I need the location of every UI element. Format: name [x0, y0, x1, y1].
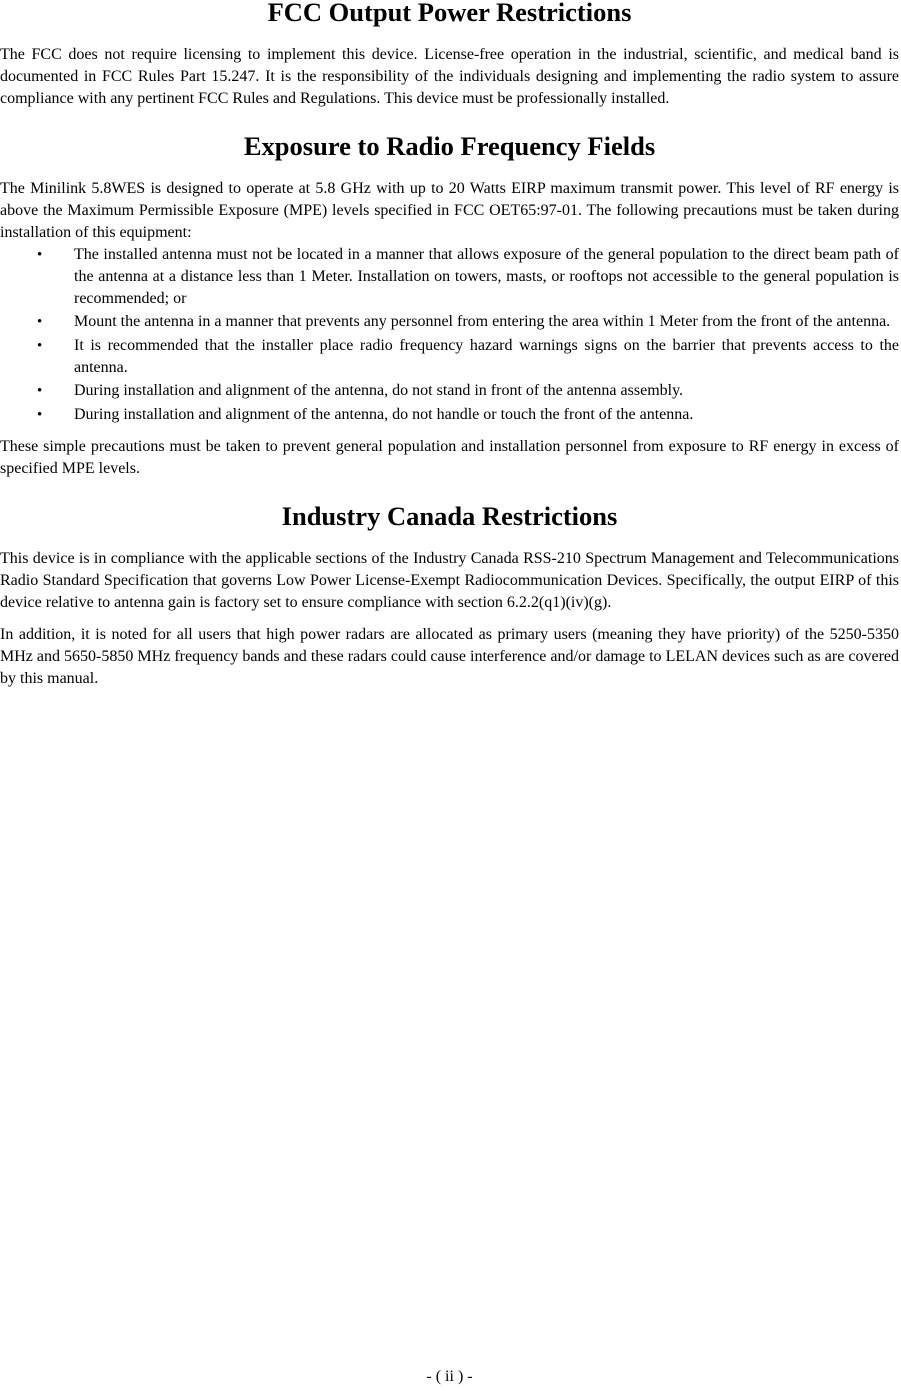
list-item [0, 404, 899, 426]
list-item-text: Mount the antenna in a manner that prevents any personnel from entering the area within 1 Meter from the front of the antenna. [74, 313, 891, 331]
ic-section-title: Industry Canada Restrictions [281, 500, 618, 531]
rf-section-title: Exposure to Radio Frequency Fields [243, 131, 656, 161]
bullet-icon: • [37, 406, 43, 423]
list-item-text: The installed antenna must not be located in a manner that allows exposure of the general population to the direct beam path of the antenna at a distance less than 1 Meter. Installation on towers, masts, or rooftops not accessible to the general population is recommended; or [74, 246, 899, 307]
fcc-section-title: FCC Output Power Restrictions [267, 0, 632, 27]
fcc-paragraph: The FCC does not require licensing to implement this device. License-free operation in the industrial, scientific, and medical band is documented in FCC Rules Part 15.247. It is the responsibility of the individuals designing and implementing the radio system to assure compliance with any pertinent FCC Rules and Regulations. This device must be professionally installed. [0, 46, 899, 107]
bullet-icon: • [37, 247, 43, 263]
page-number: - ( ii ) - [426, 1368, 473, 1385]
ic-paragraph-1: This device is in compliance with the applicable sections of the Industry Canada RSS-210 Spectrum Management and Telecommunications Radio Standard Specification that governs Low Power License-Exempt Radiocommunication Devices. Specifically, the output EIRP of this device relative to antenna gain is factory set to ensure compliance with section 6.2.2(q1)(iv)(g). [0, 549, 899, 611]
ic-paragraph-2: In addition, it is noted for all users that high power radars are allocated as primary users (meaning they have priority) of the 5250-5350 MHz and 5650-5850 MHz frequency bands and these radars could cause interference and/or damage to LELAN devices such as are covered by this manual. [0, 625, 899, 687]
list-item-text: During installation and alignment of the antenna, do not handle or touch the front of the antenna. [74, 405, 694, 423]
rf-closing-paragraph: These simple precautions must be taken to prevent general population and installation personnel from exposure to RF energy in excess of specified MPE levels. [0, 437, 899, 477]
bullet-icon: • [37, 337, 43, 354]
bullet-icon: • [37, 314, 43, 331]
document-page [0, 0, 899, 690]
list-item [0, 244, 899, 310]
list-item [0, 380, 899, 402]
rf-paragraph: The Minilink 5.8WES is designed to operate at 5.8 GHz with up to 20 Watts EIRP maximum transmit power. This level of RF energy is above the Maximum Permissible Exposure (MPE) levels specified in FCC OET65:97-01. The following precautions must be taken during installation of this equipment: [0, 180, 899, 241]
precautions-list [0, 244, 899, 426]
list-item [0, 311, 899, 333]
bullet-icon: • [37, 383, 43, 400]
list-item-text: It is recommended that the installer place radio frequency hazard warnings signs on the barrier that prevents access to the antenna. [74, 336, 899, 376]
list-item [0, 335, 899, 379]
list-item-text: During installation and alignment of the antenna, do not stand in front of the antenna assembly. [74, 382, 684, 400]
